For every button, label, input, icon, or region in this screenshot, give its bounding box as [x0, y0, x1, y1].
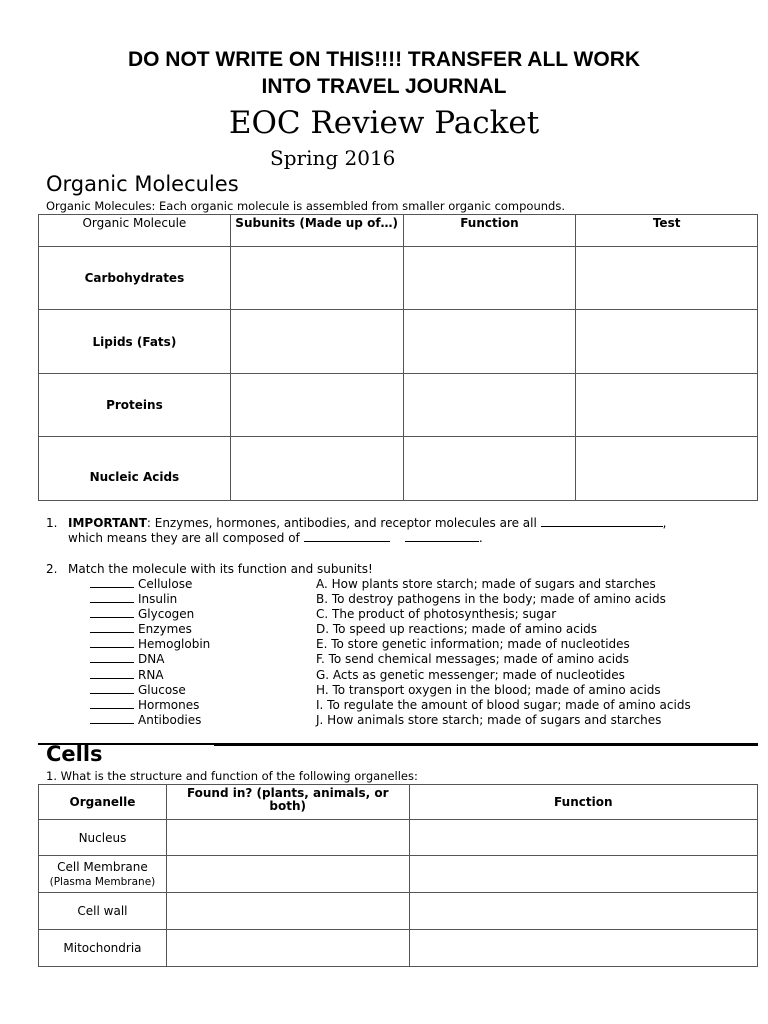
- choice-list: [316, 577, 691, 728]
- answer-blank[interactable]: [90, 698, 134, 709]
- answer-cell[interactable]: [166, 930, 409, 967]
- molecule-name: Hemoglobin: [138, 637, 211, 652]
- list-item: [90, 622, 210, 637]
- cells-question: 1. What is the structure and function of the following organelles:: [46, 769, 418, 783]
- molecule-name: Hormones: [138, 697, 200, 712]
- list-item: [90, 592, 210, 607]
- answer-blank[interactable]: [304, 531, 390, 542]
- banner-line-1: DO NOT WRITE ON THIS!!!! TRANSFER ALL WORK: [127, 48, 641, 71]
- answer-blank[interactable]: [90, 668, 134, 679]
- table-row: [39, 930, 758, 967]
- molecule-name: DNA: [138, 652, 165, 667]
- answer-blank[interactable]: [90, 622, 134, 633]
- column-header: Function: [409, 785, 757, 820]
- answer-blank[interactable]: [90, 607, 134, 618]
- warning-banner: [0, 46, 768, 100]
- list-item: J. How animals store starch; made of sugars and starches: [316, 712, 662, 727]
- list-item: H. To transport oxygen in the blood; made of amino acids: [316, 682, 661, 697]
- answer-cell[interactable]: [409, 930, 757, 967]
- molecule-name: Cellulose: [138, 577, 193, 591]
- row-label: Nucleus: [39, 820, 167, 856]
- answer-cell[interactable]: [403, 247, 576, 310]
- banner-line-2: INTO TRAVEL JOURNAL: [261, 75, 507, 98]
- column-header: Subunits (Made up of…): [230, 215, 403, 247]
- answer-cell[interactable]: [230, 247, 403, 310]
- answer-cell[interactable]: [409, 820, 757, 856]
- molecule-name: Glucose: [138, 682, 186, 697]
- answer-cell[interactable]: [409, 893, 757, 930]
- important-label: IMPORTANT: [68, 516, 147, 530]
- list-item: C. The product of photosynthesis; sugar: [316, 607, 557, 622]
- list-item: A. How plants store starch; made of sugars and starches: [316, 577, 656, 591]
- row-label: Proteins: [39, 374, 231, 437]
- column-header: Function: [403, 215, 576, 247]
- question-text: : Enzymes, hormones, antibodies, and receptor molecules are all: [146, 516, 541, 530]
- molecule-name: RNA: [138, 667, 164, 682]
- answer-cell[interactable]: [403, 437, 576, 501]
- list-item: [90, 713, 210, 728]
- answer-blank[interactable]: [90, 683, 134, 694]
- list-item: [90, 683, 210, 698]
- answer-blank[interactable]: [405, 531, 479, 542]
- answer-blank[interactable]: [90, 652, 134, 663]
- table-row: [39, 820, 758, 856]
- list-item: [90, 652, 210, 667]
- organelles-table: [38, 784, 758, 967]
- list-item: [90, 698, 210, 713]
- question-text: which means they are all composed of: [68, 531, 304, 545]
- molecule-name: Glycogen: [138, 607, 195, 622]
- row-label: Lipids (Fats): [39, 310, 231, 374]
- answer-blank[interactable]: [90, 637, 134, 648]
- answer-cell[interactable]: [403, 374, 576, 437]
- organic-molecules-table: [38, 214, 758, 501]
- row-label: Nucleic Acids: [39, 437, 231, 501]
- row-label: Cell wall: [39, 893, 167, 930]
- list-item: F. To send chemical messages; made of amino acids: [316, 652, 630, 667]
- answer-cell[interactable]: [166, 856, 409, 893]
- list-item: [90, 668, 210, 683]
- column-header: Organelle: [39, 785, 167, 820]
- table-row: [39, 247, 758, 310]
- question-number: 1.: [46, 516, 58, 530]
- answer-cell[interactable]: [576, 437, 758, 501]
- answer-cell[interactable]: [576, 310, 758, 374]
- organic-intro: Organic Molecules: Each organic molecule is assembled from smaller organic compounds.: [46, 199, 565, 213]
- question-number: 2.: [46, 562, 58, 576]
- section-divider: [214, 743, 758, 746]
- section-heading-organic: Organic Molecules: [46, 172, 239, 196]
- answer-blank[interactable]: [90, 577, 134, 588]
- row-label: Cell Membrane (Plasma Membrane): [39, 856, 167, 893]
- page-subtitle: Spring 2016: [270, 146, 396, 170]
- column-header: Test: [576, 215, 758, 247]
- row-note: (Plasma Membrane): [49, 875, 156, 888]
- molecule-name: Insulin: [138, 592, 178, 607]
- table-header-row: [39, 215, 758, 247]
- question-text: Match the molecule with its function and subunits!: [68, 562, 373, 576]
- answer-cell[interactable]: [576, 374, 758, 437]
- list-item: D. To speed up reactions; made of amino acids: [316, 622, 598, 637]
- answer-cell[interactable]: [166, 820, 409, 856]
- list-item: E. To store genetic information; made of nucleotides: [316, 637, 630, 652]
- answer-cell[interactable]: [403, 310, 576, 374]
- list-item: [90, 607, 210, 622]
- table-header-row: [39, 785, 758, 820]
- row-label: Carbohydrates: [39, 247, 231, 310]
- list-item: [90, 637, 210, 652]
- table-row: [39, 893, 758, 930]
- table-row: [39, 856, 758, 893]
- question-text: ,: [662, 516, 667, 530]
- answer-cell[interactable]: [230, 374, 403, 437]
- list-item: [90, 577, 210, 592]
- section-heading-cells: Cells: [46, 742, 103, 766]
- answer-cell[interactable]: [166, 893, 409, 930]
- answer-blank[interactable]: [90, 713, 134, 724]
- answer-blank[interactable]: [90, 592, 134, 603]
- answer-cell[interactable]: [576, 247, 758, 310]
- answer-cell[interactable]: [409, 856, 757, 893]
- table-row: [39, 374, 758, 437]
- molecule-name: Antibodies: [138, 712, 202, 727]
- column-header: Found in? (plants, animals, or both): [166, 785, 409, 820]
- row-label: Mitochondria: [39, 930, 167, 967]
- molecule-name: Enzymes: [138, 622, 192, 637]
- list-item: I. To regulate the amount of blood sugar; made of amino acids: [316, 697, 691, 712]
- page-title: EOC Review Packet: [228, 105, 540, 141]
- answer-cell[interactable]: [230, 310, 403, 374]
- answer-blank[interactable]: [541, 516, 663, 527]
- table-row: [39, 437, 758, 501]
- table-row: [39, 310, 758, 374]
- column-header: Organic Molecule: [39, 215, 231, 247]
- list-item: B. To destroy pathogens in the body; made of amino acids: [316, 592, 666, 607]
- answer-cell[interactable]: [230, 437, 403, 501]
- molecule-list: [90, 577, 210, 728]
- list-item: G. Acts as genetic messenger; made of nucleotides: [316, 667, 625, 682]
